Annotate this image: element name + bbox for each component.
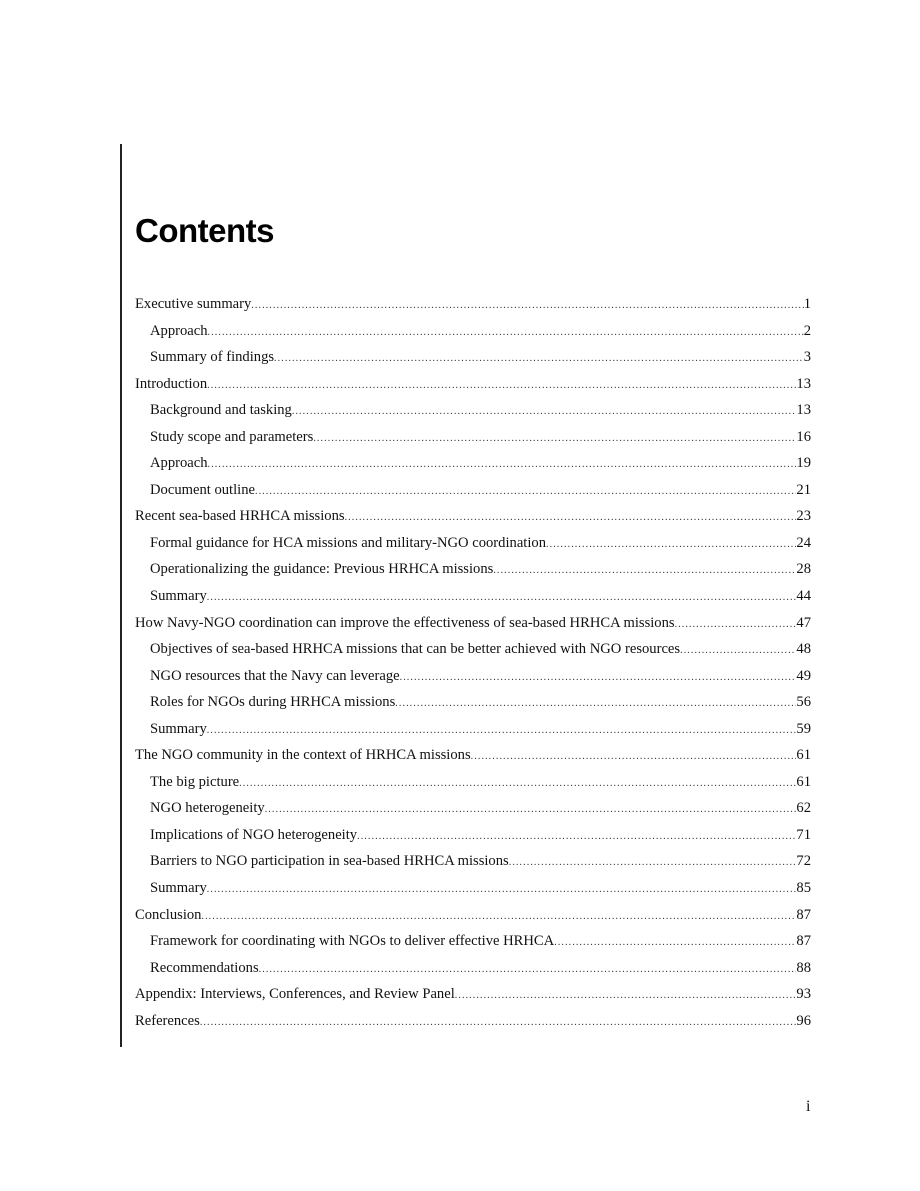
- toc-entry-page-number: 23: [796, 508, 811, 525]
- dot-leader: [313, 426, 796, 453]
- toc-entry-label: Document outline: [150, 481, 255, 498]
- toc-entry[interactable]: [135, 291, 811, 318]
- toc-entry-page-number: 13: [796, 402, 811, 419]
- toc-entry-label: Introduction: [135, 375, 208, 392]
- toc-entry-page-number: 56: [796, 694, 811, 711]
- dot-leader: [251, 293, 803, 320]
- toc-entry-page-number: 16: [796, 428, 811, 445]
- toc-entry[interactable]: [135, 928, 811, 955]
- toc-entry-label: Study scope and parameters: [150, 428, 314, 445]
- table-of-contents: [135, 291, 811, 1034]
- toc-entry-label: Roles for NGOs during HRHCA missions: [150, 694, 396, 711]
- toc-entry-page-number: 49: [796, 667, 811, 684]
- dot-leader: [546, 532, 796, 559]
- toc-entry[interactable]: [135, 397, 811, 424]
- dot-leader: [201, 904, 796, 931]
- toc-entry-label: NGO heterogeneity: [150, 800, 265, 817]
- toc-entry-label: Formal guidance for HCA missions and military-NGO coordination: [150, 534, 546, 551]
- dot-leader: [255, 479, 796, 506]
- toc-entry[interactable]: [135, 902, 811, 929]
- dot-leader: [357, 824, 796, 851]
- page-title: Contents: [135, 212, 274, 249]
- toc-entry-page-number: 93: [796, 986, 811, 1003]
- toc-entry-page-number: 87: [796, 933, 811, 950]
- toc-entry-label: Summary: [150, 588, 207, 605]
- dot-leader: [207, 718, 797, 745]
- toc-entry-page-number: 88: [796, 959, 811, 976]
- toc-entry-label: Approach: [150, 322, 208, 339]
- toc-entry-page-number: 48: [796, 641, 811, 658]
- dot-leader: [455, 983, 797, 1010]
- toc-entry-page-number: 72: [796, 853, 811, 870]
- toc-entry-page-number: 62: [796, 800, 811, 817]
- margin-rule: [120, 144, 122, 1047]
- toc-entry-label: Implications of NGO heterogeneity: [150, 826, 358, 843]
- toc-entry-page-number: 19: [796, 455, 811, 472]
- dot-leader: [395, 691, 796, 718]
- toc-entry[interactable]: [135, 344, 811, 371]
- toc-entry-label: Executive summary: [135, 296, 252, 312]
- toc-entry[interactable]: [135, 610, 811, 637]
- toc-entry[interactable]: [135, 689, 811, 716]
- toc-entry-label: Summary of findings: [150, 349, 275, 366]
- toc-entry-label: Barriers to NGO participation in sea-based HRHCA missions: [150, 853, 509, 870]
- toc-entry[interactable]: [135, 981, 811, 1008]
- toc-entry[interactable]: [135, 742, 811, 769]
- toc-entry-label: Background and tasking: [150, 402, 292, 419]
- toc-entry[interactable]: [135, 955, 811, 982]
- dot-leader: [554, 930, 796, 957]
- toc-entry-page-number: 85: [796, 880, 811, 897]
- toc-entry[interactable]: [135, 822, 811, 849]
- dot-leader: [265, 797, 797, 824]
- toc-entry-label: Approach: [150, 455, 208, 472]
- dot-leader: [239, 771, 796, 798]
- toc-entry[interactable]: [135, 716, 811, 743]
- dot-leader: [509, 850, 797, 877]
- toc-entry[interactable]: [135, 795, 811, 822]
- toc-entry-page-number: 44: [796, 588, 811, 605]
- toc-entry-page-number: 3: [803, 349, 811, 366]
- toc-entry-label: Summary: [150, 720, 207, 737]
- dot-leader: [471, 744, 797, 771]
- toc-entry-label: Summary: [150, 880, 207, 897]
- toc-entry-label: Conclusion: [135, 906, 202, 923]
- toc-entry-label: References: [135, 1012, 200, 1029]
- dot-leader: [274, 346, 804, 373]
- toc-entry-label: Operationalizing the guidance: Previous HRHCA missions: [150, 561, 494, 578]
- dot-leader: [208, 452, 797, 479]
- toc-entry-label: NGO resources that the Navy can leverage: [150, 667, 400, 684]
- toc-entry[interactable]: [135, 636, 811, 663]
- toc-entry[interactable]: [135, 318, 811, 345]
- dot-leader: [200, 1010, 797, 1037]
- toc-entry[interactable]: [135, 371, 811, 398]
- toc-entry[interactable]: [135, 503, 811, 530]
- toc-entry-page-number: 87: [796, 906, 811, 923]
- dot-leader: [680, 638, 796, 665]
- toc-entry[interactable]: [135, 424, 811, 451]
- toc-entry[interactable]: [135, 450, 811, 477]
- toc-entry-label: Recommendations: [150, 959, 259, 976]
- dot-leader: [207, 373, 796, 400]
- toc-entry-label: Appendix: Interviews, Conferences, and Review Panel: [135, 986, 455, 1003]
- toc-entry-page-number: 61: [796, 773, 811, 790]
- toc-entry-label: Objectives of sea-based HRHCA missions that can be better achieved with NGO resources: [150, 641, 681, 658]
- toc-entry[interactable]: [135, 875, 811, 902]
- toc-entry-page-number: 59: [796, 720, 811, 737]
- toc-entry[interactable]: [135, 663, 811, 690]
- toc-entry[interactable]: [135, 848, 811, 875]
- toc-entry-page-number: 28: [796, 561, 811, 578]
- toc-entry-page-number: 13: [796, 375, 811, 392]
- dot-leader: [259, 957, 797, 984]
- toc-entry-page-number: 47: [796, 614, 811, 631]
- toc-entry-page-number: 24: [796, 534, 811, 551]
- toc-entry-label: Recent sea-based HRHCA missions: [135, 508, 345, 525]
- dot-leader: [208, 320, 804, 347]
- dot-leader: [400, 665, 797, 692]
- dot-leader: [207, 585, 797, 612]
- dot-leader: [207, 877, 797, 904]
- toc-entry[interactable]: [135, 1008, 811, 1035]
- toc-entry[interactable]: [135, 769, 811, 796]
- toc-entry-label: The big picture: [150, 773, 240, 790]
- toc-entry[interactable]: [135, 556, 811, 583]
- dot-leader: [292, 399, 797, 426]
- toc-entry-page-number: 1: [803, 296, 811, 312]
- toc-entry-label: How Navy-NGO coordination can improve the effectiveness of sea-based HRHCA missions: [135, 614, 675, 631]
- toc-entry[interactable]: [135, 530, 811, 557]
- page-number: i: [806, 1098, 811, 1115]
- dot-leader: [493, 558, 796, 585]
- toc-entry-page-number: 96: [796, 1012, 811, 1029]
- toc-entry-page-number: 2: [803, 322, 811, 339]
- toc-entry[interactable]: [135, 477, 811, 504]
- toc-entry-label: Framework for coordinating with NGOs to deliver effective HRHCA: [150, 933, 555, 950]
- dot-leader: [675, 612, 797, 639]
- toc-entry-page-number: 21: [796, 481, 811, 498]
- toc-entry[interactable]: [135, 583, 811, 610]
- toc-entry-page-number: 61: [796, 747, 811, 764]
- toc-entry-page-number: 71: [796, 826, 811, 843]
- toc-entry-label: The NGO community in the context of HRHCA missions: [135, 747, 471, 764]
- dot-leader: [345, 505, 797, 532]
